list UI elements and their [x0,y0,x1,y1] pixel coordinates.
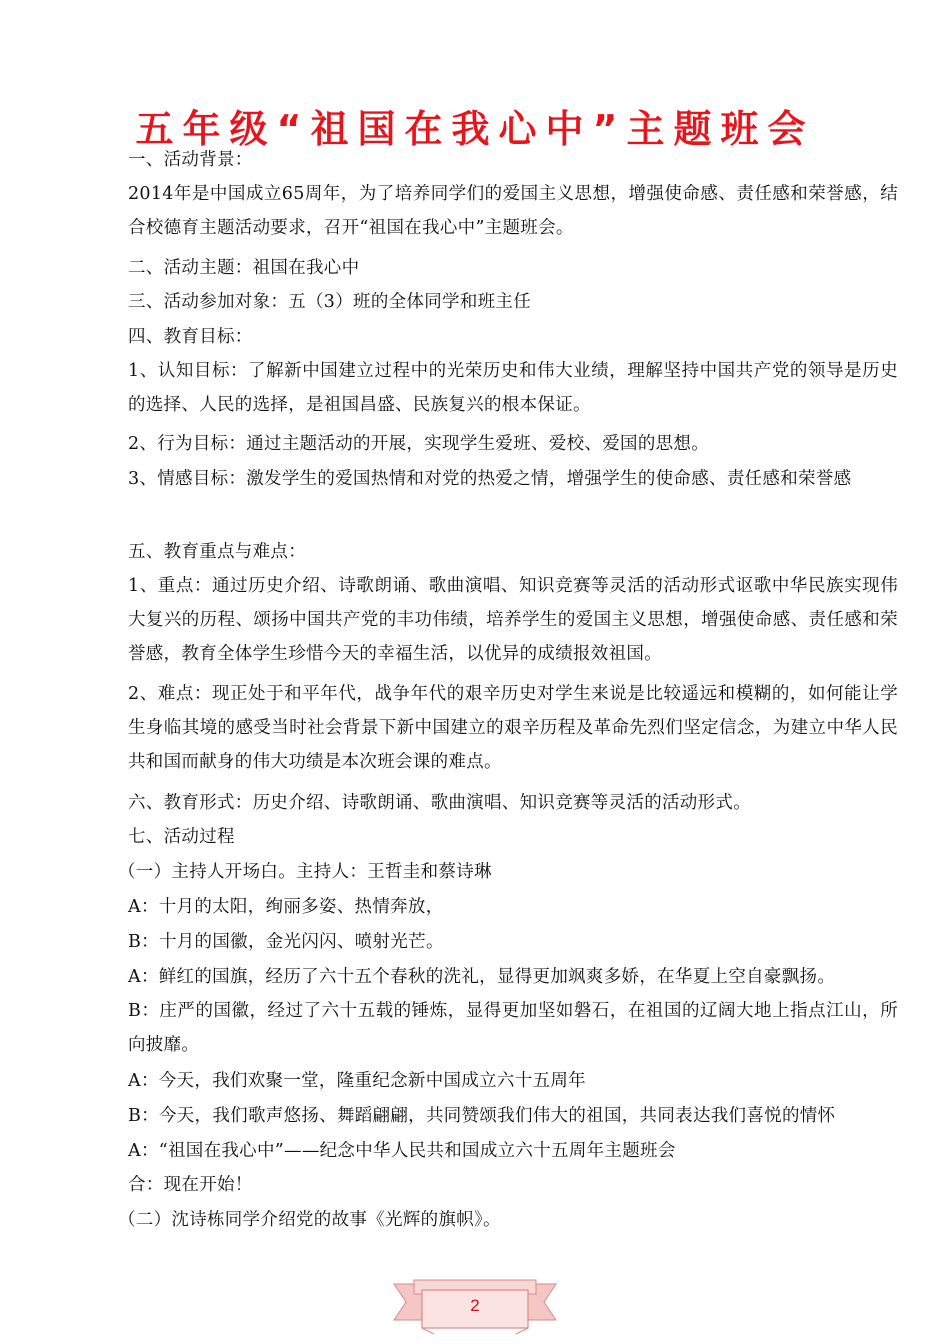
paragraph-emotion-goal: 3、情感目标：激发学生的爱国热情和对党的热爱之情，增强学生的使命感、责任感和荣誉感 [128,469,852,489]
section-heading-key-points: 五、教育重点与难点： [128,542,306,562]
dialogue-line: A：鲜红的国旗，经历了六十五个春秋的洗礼，显得更加飒爽多娇，在华夏上空自豪飘扬。 [128,967,836,987]
page-number: 2 [470,1296,480,1315]
dialogue-line: A：今天，我们欢聚一堂，隆重纪念新中国成立六十五周年 [128,1071,586,1091]
dialogue-line: B：十月的国徽，金光闪闪、喷射光芒。 [128,932,444,952]
paragraph-cognitive-goal: 1、认知目标：了解新中国建立过程中的光荣历史和伟大业绩，理解坚持中国共产党的领导是历史的选择、人民的选择，是祖国昌盛、民族复兴的根本保证。 [128,361,898,415]
paragraph-behavior-goal: 2、行为目标：通过主题活动的开展，实现学生爱班、爱校、爱国的思想。 [128,434,710,454]
document-title: 五年级“祖国在我心中”主题班会 [135,107,815,151]
page-footer-ribbon [392,1276,558,1336]
section-heading-theme: 二、活动主题：祖国在我心中 [128,258,360,278]
section-heading-participants: 三、活动参加对象：五（3）班的全体同学和班主任 [128,292,532,312]
dialogue-line: A：“祖国在我心中”——纪念中华人民共和国成立六十五周年主题班会 [128,1141,676,1161]
dialogue-line: A：十月的太阳，绚丽多姿、热情奔放， [128,897,444,917]
paragraph-key-point: 1、重点：通过历史介绍、诗歌朗诵、歌曲演唱、知识竞赛等灵活的活动形式讴歌中华民族实现伟大复兴的历程、颂扬中国共产党的丰功伟绩，培养学生的爱国主义思想，增强使命感、责任感和荣誉感，教育全体学生珍惜今天的幸福生活，以优异的成绩报效祖国。 [128,576,898,664]
dialogue-line: B：今天，我们歌声悠扬、舞蹈翩翩，共同赞颂我们伟大的祖国，共同表达我们喜悦的情怀 [128,1106,836,1126]
paragraph-story-intro: （二）沈诗栋同学介绍党的故事《光辉的旗帜》。 [118,1210,501,1230]
dialogue-line: 合：现在开始！ [128,1175,253,1195]
paragraph-host-opening: （一）主持人开场白。主持人：王哲圭和蔡诗琳 [118,862,492,882]
paragraph-background: 2014年是中国成立65周年，为了培养同学们的爱国主义思想，增强使命感、责任感和荣誉感，结合校德育主题活动要求，召开“祖国在我心中”主题班会。 [128,184,898,238]
dialogue-line: B：庄严的国徽，经过了六十五载的锤炼，显得更加坚如磐石，在祖国的辽阔大地上指点江山，所向披靡。 [128,1001,898,1055]
section-heading-background: 一、活动背景： [128,150,253,170]
section-heading-format: 六、教育形式：历史介绍、诗歌朗诵、歌曲演唱、知识竞赛等灵活的活动形式。 [128,793,751,813]
section-heading-goals: 四、教育目标： [128,327,253,347]
section-heading-process: 七、活动过程 [128,827,235,847]
paragraph-difficulty: 2、难点：现正处于和平年代，战争年代的艰辛历史对学生来说是比较遥远和模糊的，如何能让学生身临其境的感受当时社会背景下新中国建立的艰辛历程及革命先烈们坚定信念，为建立中华人民共和国而献身的伟大功绩是本次班会课的难点。 [128,684,898,772]
